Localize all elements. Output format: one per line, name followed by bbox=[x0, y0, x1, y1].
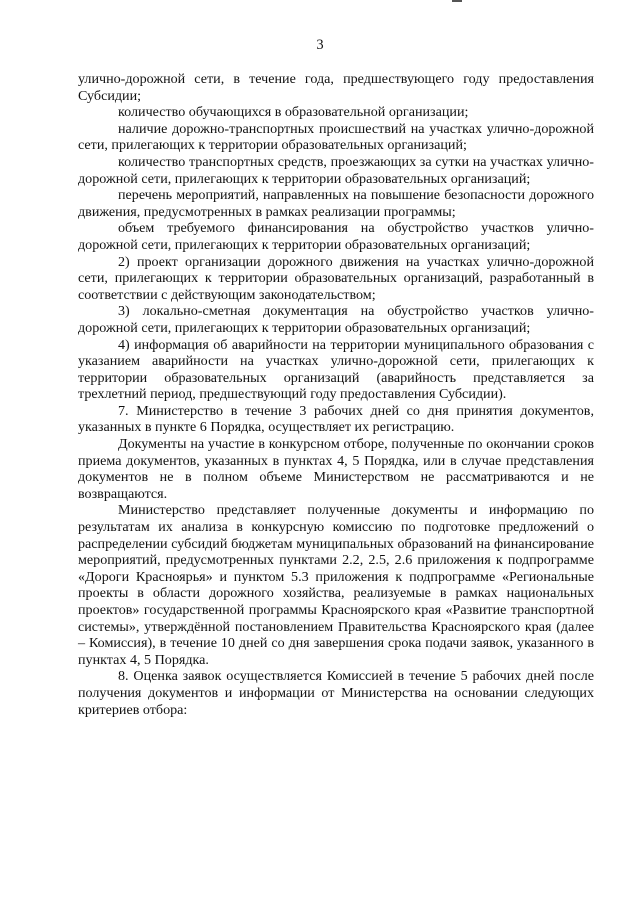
paragraph-continuation: улично-дорожной сети, в течение года, предшествующего году предоставления Субсидии; bbox=[78, 71, 594, 104]
paragraph-funding-volume: объем требуемого финансирования на обустройство участков улично-дорожной сети, прилегающих к территории образовательных организаций; bbox=[78, 220, 594, 253]
paragraph-measures-list: перечень мероприятий, направленных на повышение безопасности дорожного движения, предусмотренных в рамках реализации программы; bbox=[78, 187, 594, 220]
paragraph-item-3: 3) локально-сметная документация на обустройство участков улично-дорожной сети, прилегающих к территории образовательных организаций; bbox=[78, 303, 594, 336]
paragraph-accidents: наличие дорожно-транспортных происшествий на участках улично-дорожной сети, прилегающих к территории образовательных организаций; bbox=[78, 120, 594, 154]
paragraph-students-count: количество обучающихся в образовательной организации; bbox=[118, 104, 469, 121]
paragraph-late-documents: Документы на участие в конкурсном отборе, полученные по окончании сроков приема документов, указанных в пунктах 4, 5 Порядка, или в случае представления документов не в полном объеме Министерством не рассматриваются и не возвращаются. bbox=[78, 436, 594, 502]
paragraph-commission: Министерство представляет полученные документы и информацию по результатам их анализа в конкурсную комиссию по подготовке предложений о распределении субсидий бюджетам муниципальных образований на финансирование мероприятий, предусмотренных пунктами 2.2, 2.5, 2.6 приложения к подпрограмме «Дороги Красноярья» и пунктом 5.3 приложения к подпрограмме «Региональные проекты в области дорожного хозяйства, реализуемые в рамках национальных проектов» государственной программы Красноярского края «Развитие транспортной системы», утверждённой постановлением Правительства Красноярского края (далее – Комиссия), в течение 10 дней со дня завершения срока подачи заявок, указанного в пунктах 4, 5 Порядка. bbox=[78, 502, 594, 668]
paragraph-section-8: 8. Оценка заявок осуществляется Комиссией в течение 5 рабочих дней после получения документов и информации от Министерства на основании следующих критериев отбора: bbox=[78, 668, 594, 718]
page-number: 3 bbox=[316, 37, 324, 53]
scan-mark bbox=[452, 0, 462, 2]
paragraph-item-4: 4) информация об аварийности на территории муниципального образования с указанием аварийности на участках улично-дорожной сети, прилегающих к территории образовательных организаций (аварийность представляется за трехлетний период, предшествующий году предоставления Субсидии). bbox=[78, 336, 594, 403]
paragraph-section-7: 7. Министерство в течение 3 рабочих дней со дня принятия документов, указанных в пункте 6 Порядка, осуществляет их регистрацию. bbox=[78, 402, 594, 436]
paragraph-item-2: 2) проект организации дорожного движения на участках улично-дорожной сети, прилегающих к территории образовательных организаций, разработанный в соответствии с действующим законодательством; bbox=[78, 253, 594, 303]
document-body bbox=[78, 71, 594, 718]
paragraph-vehicle-count: количество транспортных средств, проезжающих за сутки на участках улично-дорожной сети, прилегающих к территории образовательных организаций; bbox=[78, 153, 594, 187]
